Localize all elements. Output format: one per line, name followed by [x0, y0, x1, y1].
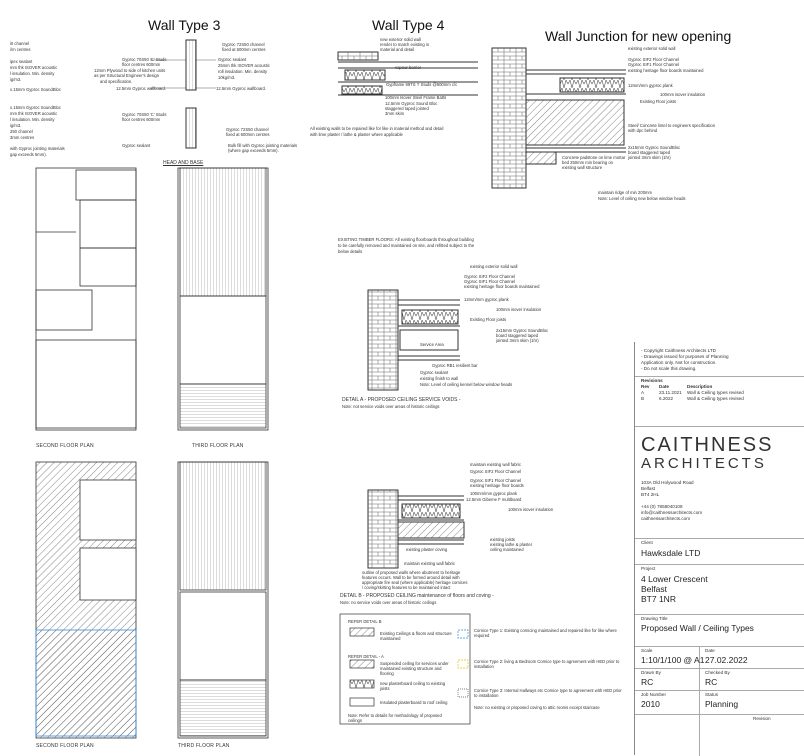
drawing-title: Proposed Wall / Ceiling Types — [641, 623, 754, 633]
second-floor-plan-top — [36, 168, 136, 430]
detail-b-caption: DETAIL B - PROPOSED CEILING maintenance of floors and coving - — [340, 593, 494, 599]
detail-a-subcaption: Note: not service voids over areas of historic ceilings — [342, 404, 440, 409]
brand-name: CAITHNESS — [641, 434, 774, 456]
wall-junction-detail — [492, 48, 626, 188]
wall-type-3-detail — [150, 40, 216, 148]
second-floor-plan-bottom — [36, 462, 136, 738]
plan-caption-1: SECOND FLOOR PLAN — [36, 443, 94, 449]
head-and-base-label: HEAD AND BASE — [163, 160, 204, 166]
legend-swatches — [340, 614, 470, 724]
title-block: - Copyright Caithness Architects LTD - Drawings issued for purposes of Planning Application only. Not for construction. - Do not scale this drawing. Revisions Rev Date Description A 23.11.2021 Wall & Ceiling types revised B 6.2022 Wall & Ceiling types revised CAITHNESS ARCHITECTS 103A Old Holywood Road Belfast BT4 2HL +44 (0) 7858040108 info@caithnessarchitects.com caithnessarchitects.com Client Hawksdale LTD Project 4 Lower Crescent Belfast BT7 1NR Drawing Title Proposed Wall / Ceiling Types Scale 1:10/1/100 @ A1 Date 27.02.2022 Drawn By RC Checked By RC Job Number 2010 Status Planning Revision — [634, 342, 804, 755]
wall-junction-title: Wall Junction for new opening — [545, 28, 732, 44]
plan-caption-2: THIRD FLOOR PLAN — [192, 443, 244, 449]
legend-refer-a: REFER DETAIL - A — [348, 654, 384, 659]
wall-type-4-title: Wall Type 4 — [372, 17, 445, 33]
detail-b-subcaption: Note: no service voids over areas of historic ceilings — [340, 600, 437, 605]
plan-caption-4: THIRD FLOOR PLAN — [178, 743, 230, 749]
legend-refer-b: REFER DETAIL B — [348, 619, 382, 624]
third-floor-plan-bottom — [178, 462, 268, 738]
wall-type-4-detail — [338, 52, 478, 95]
revisions-label: Revisions — [641, 378, 663, 383]
detail-b-drawing — [368, 490, 464, 568]
third-floor-plan-top — [178, 168, 268, 430]
detail-a-caption: DETAIL A - PROPOSED CEILING SERVICE VOIDS - — [342, 397, 461, 403]
drawing-sheet: Wall Type 3 Wall Type 4 Wall Junction for new opening HEAD AND BASE i0 channel i/m centres ipex sealant mm thk ISOVER acoustic l insulation. Min. density ig/m3. x.15mm Gyproc SoundBloc x.15mm Gyproc SoundBloc mm thk ISOVER acoustic l insulation. Min. density ig/m3. 250 channel 3mm centres with Gyproc jointing materials gap exceeds 5mm). Gyproc 72S50 channel fixed at 600mm centres Gyproc sealant 25mm thk ISOVER acoustic roll insulation. Min. density 10kg/m3. 12.5mm Gyproc wallboard. Gyproc 70S50 'C' Studs floor centres 600mm 12mm Plywood to side of kitchen units as per Structural Engineer's design and specification. 12.5mm Gyproc wallboard. Gyproc 70S50 'C' Studs floor centres 600mm Gyproc 72S50 channel fixed at 600mm centres Gyproc sealant Bulk fill with Gyproc jointing materials (where gap exceeds 5mm). new exterior solid wall render to match existing in material and detail vapour barrier Gypframe 99TS 'I' Studs @600mm c/c 100mm Isover Steel Frame Batts 12.5mm Gyproc Sound Bloc staggered taped jointed 3mm skim All existing walls to be repaired like for like in material method and detail with lime plaster / lathe & plaster where applicable existing exterior solid wall Gyproc SIF2 Floor Channel Gyproc SIF1 Floor Channel existing heritage floor boards maintained 12mm/mm gyproc plank 100mm isover insulation Existing Floor joists Steel/ Concrete lintel to engineers specification with dpc behind 2x15mm Gyproc SoundBloc board staggered taped jointed 3mm skim (1hr) Concrete padstone on lime mortar bed 250mm min bearing on existing wall structure maintain ridge of min 200mm Note: Level of ceiling new below window heads EXISTING TIMBER FLOORS: All existing floorboards throughout building to be carefully removed and maintained on site, and refitted subject to the below details existing exterior solid wall Gyproc SIF2 Floor Channel Gyproc SIF1 Floor Channel existing heritage floor boards maintained 12mm/mm gyproc plank 100mm isover insulation Existing Floor joists 2x15mm Gyproc SoundBloc board staggered taped jointed 3mm skim (1hr) Service Area Gyproc RB1 resilient bar Gyproc sealant existing finish to wall Note: Level of ceiling kennel below window heads DETAIL A - PROPOSED CEILING SERVICE VOIDS - Note: not service voids over areas of historic ceilings maintain existing wall fabric Gyproc SIF2 Floor Channel Gyproc SIF1 Floor Channel existing heritage floor boards 100mm/mm gyproc plank 12.5mm Gibeme F multiboard 100mm isover insulation existing joists existing lathe & plaster ceiling maintained existing plaster coving maintain existing wall fabric outline of proposed walls where abutment to heritage features occurs. Wall to be formed around detail with appropriate fire seal (where applicable) heritage cornices / coving/skirting features to be maintained intact DETAIL B - PROPOSED CEILING maintenance of floors and coving - Note: no service voids over areas of historic ceilings SECOND FLOOR PLAN THIRD FLOOR PLAN SECOND FLOOR PLAN THIRD FLOOR PLAN REFER DETAIL B REFER DETAIL - A Existing Ceilings & floors and structure maintained Suspended ceiling for services under maintained existing structure and flooring new plasterboard ceiling to existing joists Insulated plasterboard to roof ceiling Note: Refer to details for methodology of proposed ceilings Cornice Type 1: Existing cornicing maintained and repaired like for like where required Cornice Type 2: living & Bedroom Cornice type to agreement with HED prior to installation Cornice Type 3: Internal Hallways etc Cornice type to agreement with HED prior to installation Note: no existing or proposed coving to attic rooms except staircase - Copyright Caithness Architects LTD - Drawings issued for purposes of Planning Application only. Not for construction. - Do not scale this drawing. Revisions Rev Date Description A 23.11.2021 Wall & Ceiling types revised B 6.2022 Wall & Ceiling types revised CAITHNESS ARCHITECTS 103A Old Holywood Road Belfast BT4 2HL +44 (0) 7858040108 info@caithnessarchitects.com caithnessarchitects.com Client Hawksdale LTD Project 4 Lower Crescent Belfast BT7 1NR Drawing Title Proposed Wall / Ceiling Types Scale 1:10/1/100 @ A1 Date 27.02.2022 Drawn By RC Checked By RC Job Number 2010 Status Planning Revision — [0, 0, 804, 755]
client-name: Hawksdale LTD — [641, 548, 701, 558]
brand-subtitle: ARCHITECTS — [641, 455, 767, 472]
plan-caption-3: SECOND FLOOR PLAN — [36, 743, 94, 749]
detail-a-drawing — [368, 290, 460, 390]
wall-type-3-title: Wall Type 3 — [148, 17, 221, 33]
